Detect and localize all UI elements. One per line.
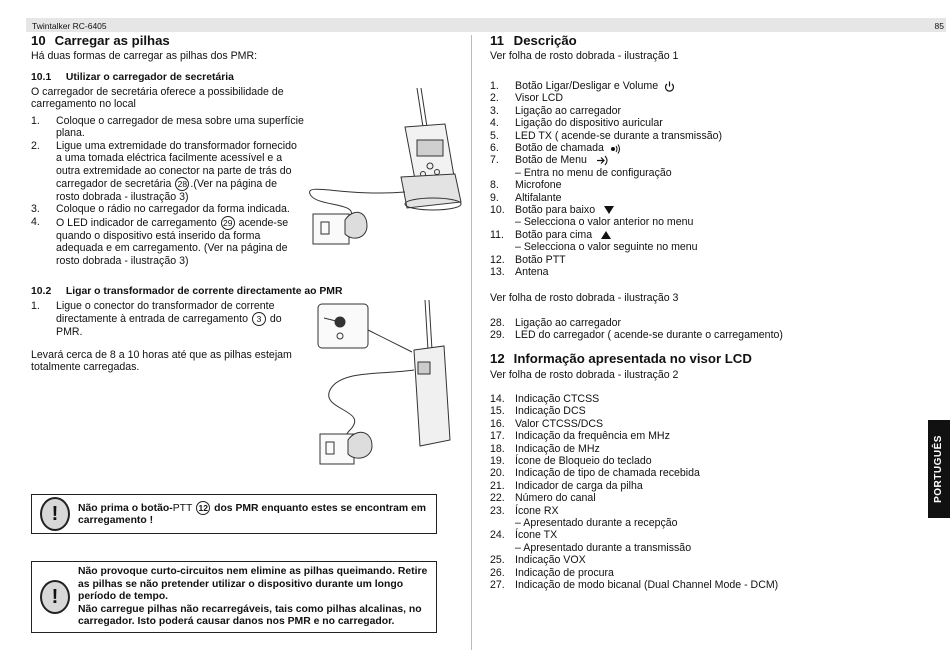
list-item: 11. Botão para cima [490, 229, 890, 241]
list-subitem: – Entra no menu de configuração [515, 166, 672, 179]
list-item: 24. Ícone TX [490, 529, 558, 542]
charger-parts-list [490, 317, 890, 342]
list-item: 23. Ícone RX [490, 504, 559, 517]
down-icon [604, 206, 614, 214]
column-divider [471, 35, 472, 650]
direct-charge-list [31, 300, 291, 339]
list-item: 28. Ligação ao carregador [490, 317, 622, 329]
section-number: 12 [490, 351, 505, 366]
section-10-heading [31, 35, 170, 47]
section-10-intro: Há duas formas de carregar as pilhas dos PMR: [31, 50, 258, 62]
warning-box-battery [31, 561, 437, 633]
list-item: 3. Coloque o rádio no carregador da forma indicada. [31, 203, 290, 216]
list-item: 25. Indicação VOX [490, 554, 586, 567]
header-title: Twintalker RC-6405 [32, 21, 107, 31]
list-item: 26. Indicação de procura [490, 566, 614, 579]
charge-time-note: Levará cerca de 8 a 10 horas até que as pilhas estejam totalmente carregadas. [31, 349, 292, 374]
list-item: 17. Indicação da frequência em MHz [490, 430, 670, 443]
list-item: 7. Botão de Menu [490, 154, 890, 166]
lcd-info-list [490, 393, 900, 592]
section-number: 11 [490, 33, 504, 48]
warning-text: Não prima o botão-PTT 12 dos PMR enquanto estes se encontram em carregamento ! [78, 502, 427, 527]
desk-charger-illustration [305, 82, 465, 257]
page-number: 85 [934, 21, 944, 31]
description-list [490, 80, 890, 279]
section-11-heading [490, 35, 577, 47]
list-item: 10. Botão para baixo [490, 204, 890, 216]
list-item: 4. O LED indicador de carregamento 29 acende-se quando o dispositivo está inserido da forma adequada e em carregamento. (Ver na página de rosto dobrada - ilustração 3) [31, 215, 289, 267]
callout-number: 3 [252, 312, 266, 326]
menu-icon [596, 155, 610, 166]
list-item: 2. Visor LCD [490, 92, 564, 105]
language-tab-label: PORTUGUÊS [932, 435, 944, 503]
list-item: 27. Indicação de modo bicanal (Dual Channel Mode - DCM) [490, 579, 779, 592]
list-item: 14. Indicação CTCSS [490, 393, 600, 405]
up-icon [601, 231, 611, 239]
section-12-intro: Ver folha de rosto dobrada - ilustração 2 [490, 369, 679, 381]
warning-exclamation-icon: ! [40, 580, 70, 614]
warning-exclamation-icon: ! [40, 497, 70, 531]
section-title: Carregar as pilhas [54, 33, 170, 48]
section-10-2-heading [31, 286, 342, 298]
charging-steps-list [31, 115, 306, 267]
list-item: 6. Botão de chamada [490, 142, 890, 154]
list-item: 4. Ligação do dispositivo auricular [490, 117, 663, 130]
list-item: 8. Microfone [490, 179, 562, 192]
list-item: 13. Antena [490, 266, 549, 279]
list-item: 20. Indicação de tipo de chamada recebida [490, 467, 700, 480]
list-item: 3. Ligação ao carregador [490, 104, 622, 117]
callout-number: 12 [196, 501, 210, 515]
list-subitem: – Selecciona o valor anterior no menu [515, 216, 694, 229]
list-item: 18. Indicação de MHz [490, 442, 600, 455]
list-subitem: – Apresentado durante a transmissão [515, 541, 692, 554]
page-header [26, 18, 946, 32]
list-subitem: – Apresentado durante a recepção [515, 517, 678, 530]
language-tab [928, 420, 950, 518]
section-10-1-heading [31, 72, 234, 84]
direct-adapter-illustration [310, 300, 470, 475]
list-item: 29. LED do carregador ( acende-se durante o carregamento) [490, 329, 783, 342]
section-11-intro: Ver folha de rosto dobrada - ilustração 1 [490, 50, 679, 62]
callout-number: 29 [221, 216, 235, 230]
section-number: 10 [31, 33, 46, 48]
illustration-3-reference: Ver folha de rosto dobrada - ilustração 3 [490, 292, 679, 304]
subsection-number: 10.2 [31, 286, 52, 297]
warning-box-ptt [31, 494, 437, 534]
list-subitem: – Selecciona o valor seguinte no menu [515, 241, 698, 254]
list-item: 2. Ligue uma extremidade do transformador fornecido a uma tomada eléctrica facilmente acessível e a outra extremidade ao conector na parte de trás do carregador de secretária 28 .(Ver na página de rosto dobrada - ilustração 3) [31, 139, 297, 204]
list-item: 5. LED TX ( acende-se durante a transmissão) [490, 129, 723, 142]
section-title: Informação apresentada no visor LCD [513, 351, 752, 366]
call-icon [610, 143, 622, 154]
list-item: 16. Valor CTCSS/DCS [490, 417, 604, 430]
list-item: 22. Número do canal [490, 492, 596, 505]
list-item: 21. Indicador de carga da pilha [490, 479, 643, 492]
subsection-number: 10.1 [31, 72, 52, 83]
section-10-1-intro: O carregador de secretária oferece a possibilidade de carregamento no local [31, 86, 284, 111]
section-12-heading [490, 353, 752, 365]
list-item: 1. Botão Ligar/Desligar e Volume [490, 80, 890, 92]
power-icon [664, 81, 675, 92]
list-item: 9. Altifalante [490, 191, 562, 204]
list-item: 1. Ligue o conector do transformador de corrente directamente à entrada de carregamento 3 do PMR. [31, 300, 282, 339]
section-title: Descrição [513, 33, 577, 48]
list-item: 15. Indicação DCS [490, 405, 586, 418]
subsection-title: Ligar o transformador de corrente directamente ao PMR [65, 286, 343, 297]
list-item: 12. Botão PTT [490, 253, 566, 266]
callout-number: 28 [175, 177, 189, 191]
list-item: 1. Coloque o carregador de mesa sobre uma superfície plana. [31, 115, 304, 140]
warning-text: Não provoque curto-circuitos nem elimine as pilhas queimando. Retire as pilhas se não pretender utilizar o dispositivo durante um longo período de tempo. Não carregue pilhas não recarregáveis, tais como pilhas alcalinas, no carregador. Isto poderá causar danos nos PMR e no carregador. [78, 566, 428, 628]
subsection-title: Utilizar o carregador de secretária [65, 72, 234, 83]
list-item: 19. Ícone de Bloqueio do teclado [490, 455, 652, 468]
